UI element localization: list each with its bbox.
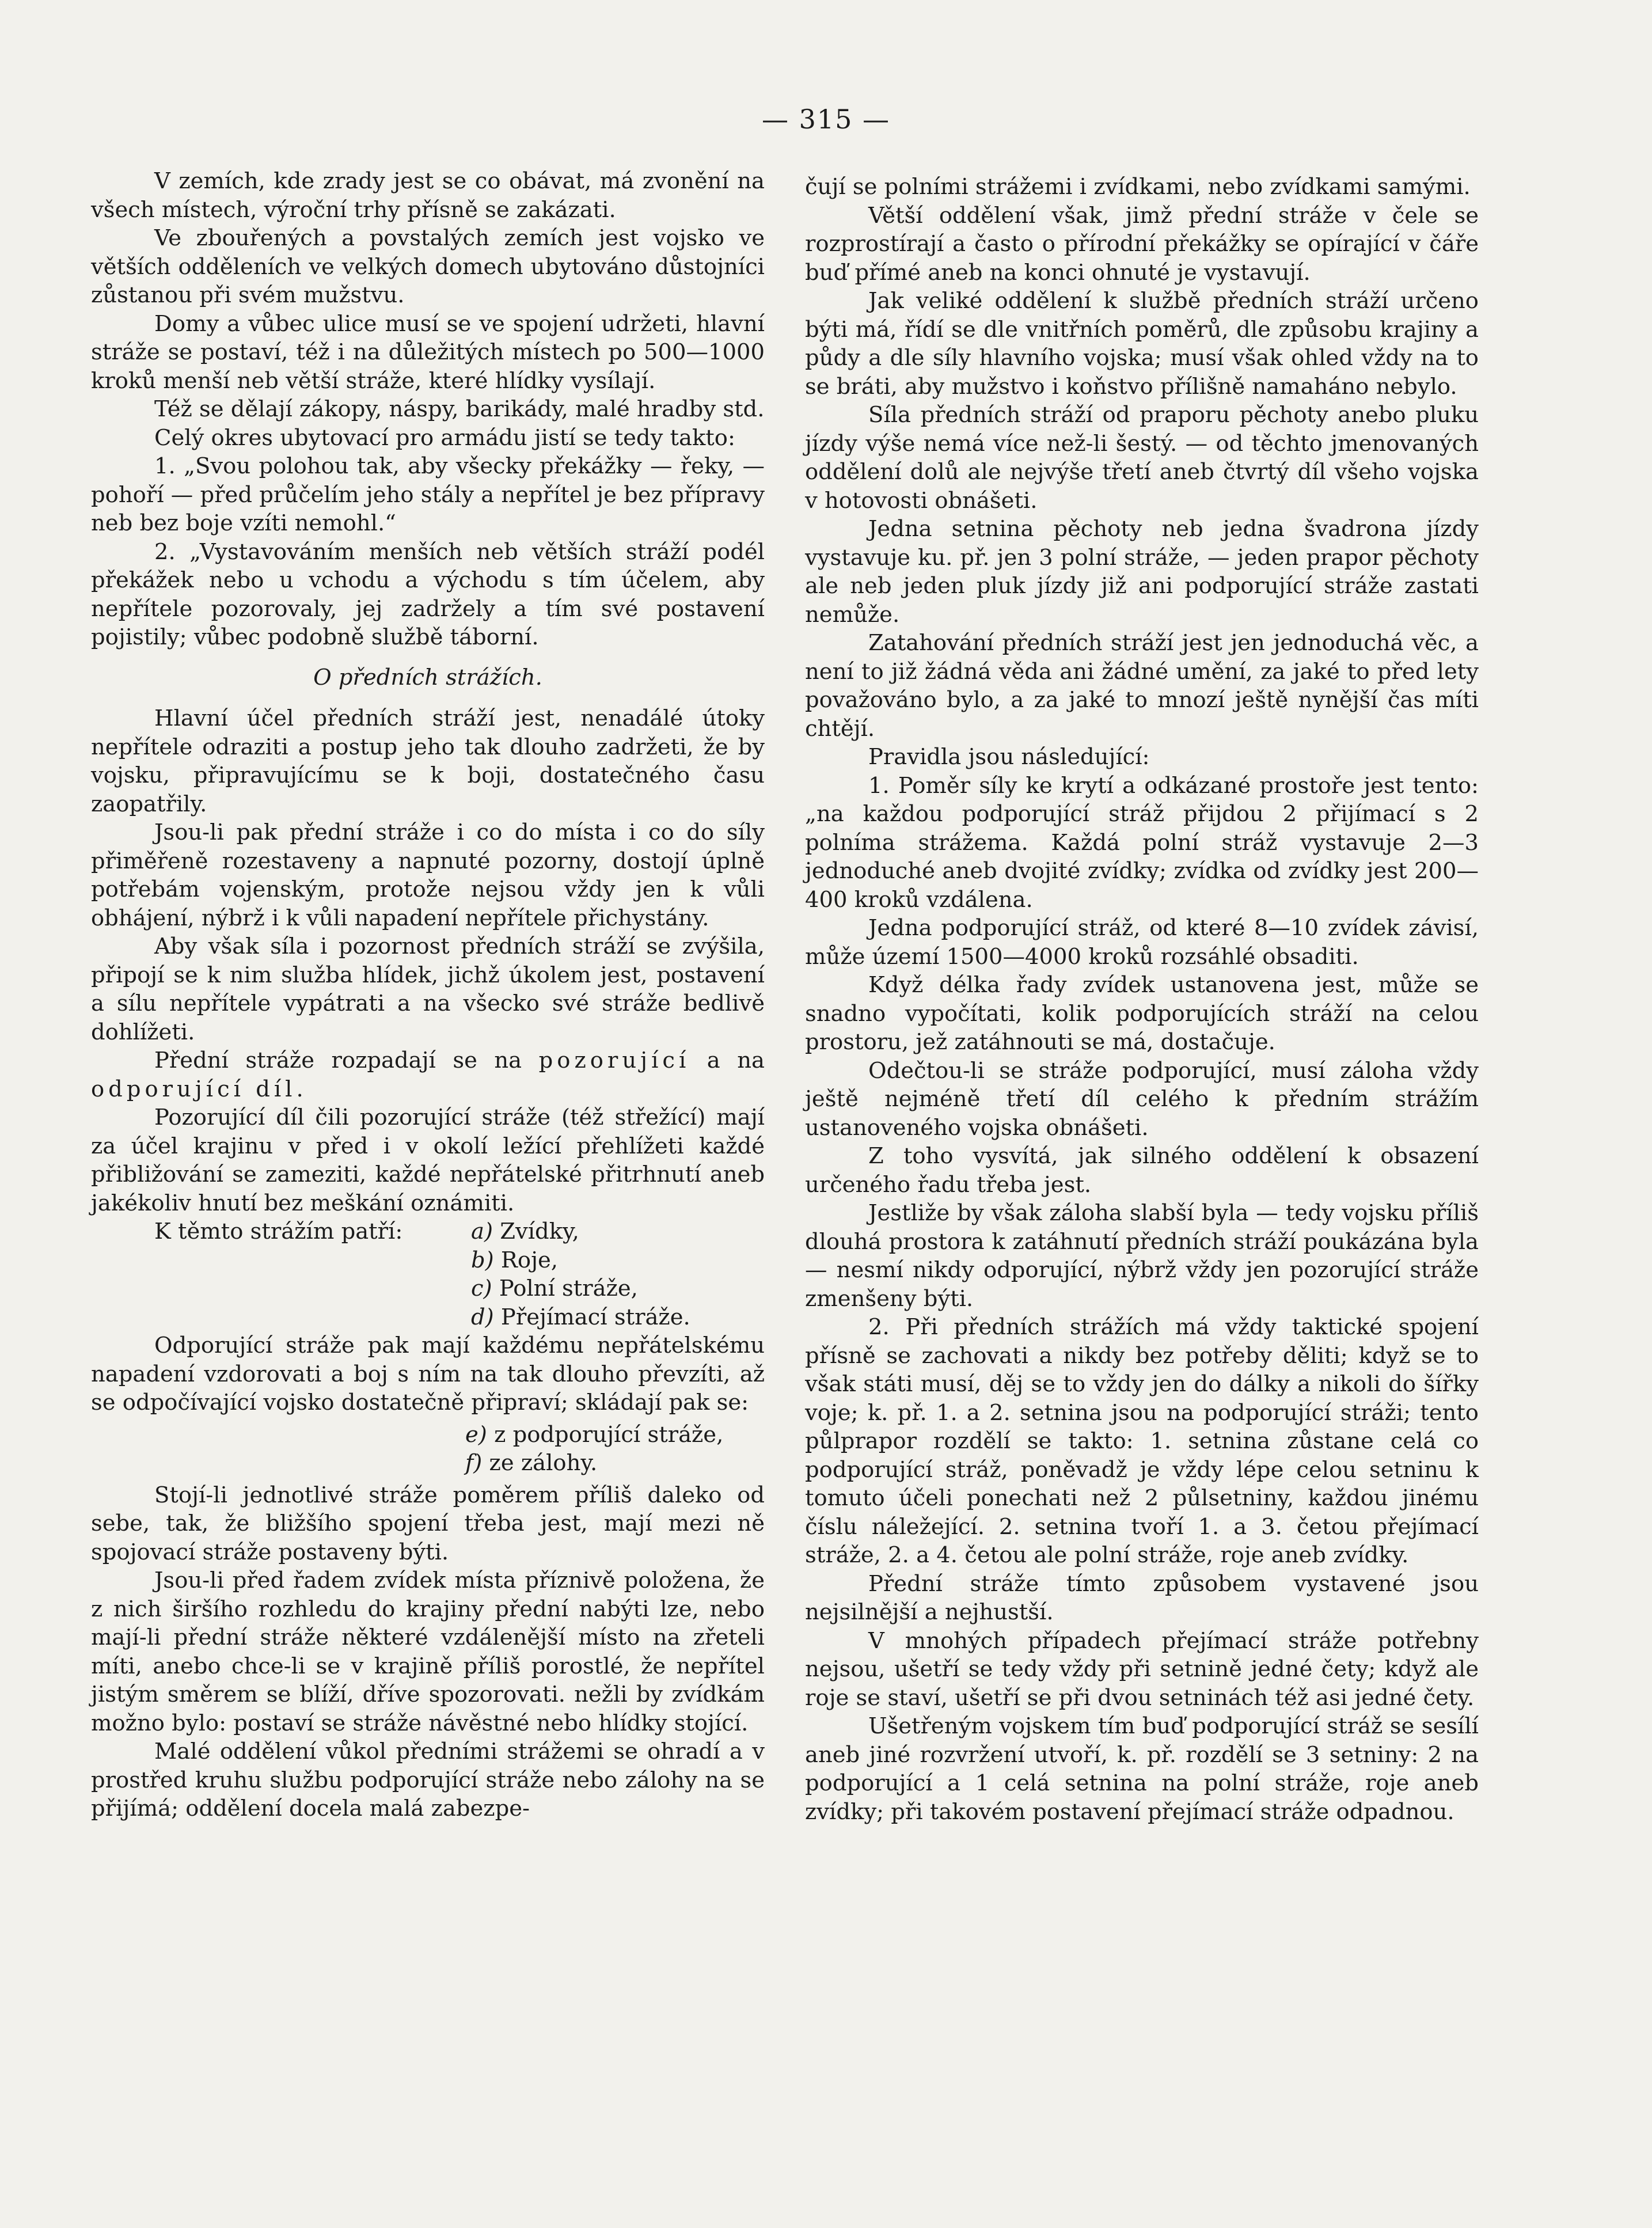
right-column <box>805 173 1479 1826</box>
paragraph: V mnohých případech přejímací stráže potřebny nejsou, ušetří se tedy vždy při setnině jedné čety; když ale roje se staví, ušetří se při dvou setninách též asi jedné čety. <box>805 1627 1479 1711</box>
numbered-paragraph: 2. „Vystavováním menších neb větších stráží podél překážek nebo u vchodu a východu s tím účelem, aby nepřítele pozorovaly, jej zadržely a tím své postavení pojistily; vůbec podobně službě táborní. <box>91 538 765 650</box>
paragraph: Síla předních stráží od praporu pěchoty anebo pluku jízdy výše nemá více než-li šestý. — od těchto jmenovaných oddělení dolů ale nejvýše třetí aneb čtvrtý díl všeho vojska v hotovosti obnášeti. <box>805 402 1479 514</box>
list-text: Přejímací stráže. <box>500 1304 690 1330</box>
paragraph: Přední stráže tímto způsobem vystavené jsou nejsilnější a nejhustší. <box>805 1570 1479 1625</box>
paragraph: Pozorující díl čili pozorující stráže (též střežící) mají za účel krajinu v před i v okolí ležící přehlížeti každé přibližování se zameziti, každé nepřátelské přitrhnutí aneb jakékoliv hnutí bez meškání oznámiti. <box>91 1104 765 1216</box>
paragraph: Jedna podporující stráž, od které 8—10 zvídek závisí, může území 1500—4000 kroků rozsáhlé obsaditi. <box>805 915 1479 970</box>
paragraph: Jsou-li před řadem zvídek místa příznivě položena, že z nich širšího rozhledu do krajiny přední nabýti lze, nebo mají-li přední stráže některé vzdálenější místo na zřeteli míti, anebo chce-li se v krajině příliš porostlé, že nepřítel jistým směrem se blíží, dříve spozorovati. nežli by zvídkám možno bylo: postaví se stráže návěstné nebo hlídky stojící. <box>91 1567 765 1736</box>
section-heading: O předních strážích. <box>313 664 542 690</box>
list-text: Roje, <box>500 1247 559 1273</box>
list-text: Zvídky, <box>500 1219 579 1244</box>
list-letter: c) <box>471 1276 492 1301</box>
paragraph: Stojí-li jednotlivé stráže poměrem příliš daleko od sebe, tak, že bližšího spojení třeba jest, mají mezi ně spojovací stráže postaveny býti. <box>91 1482 765 1565</box>
numbered-paragraph: 1. Poměr síly ke krytí a odkázané prostoře jest tento: „na každou podporující stráž přijdou 2 přijímací s 2 polníma strážema. Každá polní stráž vystavuje 2—3 jednoduché aneb dvojité zvídky; zvídka od zvídky jest 200—400 kroků vzdálena. <box>805 772 1479 913</box>
text-run: a na <box>707 1047 765 1073</box>
list-item <box>91 1303 765 1332</box>
paragraph: Domy a vůbec ulice musí se ve spojení udržeti, hlavní stráže se postaví, též i na důležitých místech po 500—1000 kroků menší neb větší stráže, které hlídky vysílají. <box>91 310 765 394</box>
paragraph: Když délka řady zvídek ustanovena jest, může se snadno vypočítati, kolik podporujících stráží na celou prostoru, jež zatáhnouti se má, dostačuje. <box>805 972 1479 1055</box>
numbered-paragraph: 1. „Svou polohou tak, aby všecky překážky — řeky, — pohoří — před průčelím jeho stály a nepřítel je bez přípravy neb bez boje vzíti nemohl.“ <box>91 453 765 536</box>
text-run: Přední stráže rozpadají se na <box>154 1047 522 1073</box>
paragraph-continued: čují se polními strážemi i zvídkami, nebo zvídkami samými. <box>805 174 1471 200</box>
paragraph: Jedna setnina pěchoty neb jedna švadrona jízdy vystavuje ku. př. jen 3 polní stráže, — jeden prapor pěchoty ale neb jeden pluk jízdy již ani podporující stráže zastati nemůže. <box>805 516 1479 628</box>
paragraph: Z toho vysvítá, jak silného oddělení k obsazení určeného řadu třeba jest. <box>805 1143 1479 1198</box>
paragraph: Ve zbouřených a povstalých zemích jest vojsko ve větších odděleních ve velkých domech ubytováno důstojníci zůstanou při svém mužstvu. <box>91 225 765 308</box>
list-item <box>91 1449 765 1478</box>
list-item <box>91 1274 765 1303</box>
paragraph: Odporující stráže pak mají každému nepřátelskému napadení vzdorovati a boj s ním na tak dlouho převzíti, až se odpočívající vojsko dostatečně připraví; skládají pak se: <box>91 1333 765 1415</box>
paragraph: Jak veliké oddělení k službě předních stráží určeno býti má, řídí se dle vnitřních poměrů, dle způsobu krajiny a půdy a dle síly hlavního vojska; musí však ohled vždy na to se bráti, aby mužstvo i koňstvo přílišně namaháno nebylo. <box>805 288 1479 400</box>
list-item <box>91 1421 765 1449</box>
paragraph: Celý okres ubytovací pro armádu jistí se tedy takto: <box>154 424 735 451</box>
sub-list <box>91 1421 765 1478</box>
paragraph: Zatahování předních stráží jest jen jednoduchá věc, a není to již žádná věda ani žádné umění, za jaké to před lety považováno bylo, a za jaké to mnozí ještě nynější čas míti chtějí. <box>805 630 1479 742</box>
paragraph: V zemích, kde zrady jest se co obávat, má zvonění na všech místech, výroční trhy přísně se zakázati. <box>91 168 765 223</box>
paragraph: Malé oddělení vůkol předními strážemi se ohradí a v prostřed kruhu službu podporující stráže nebo zálohy na se přijímá; oddělení docela malá zabezpe- <box>91 1739 765 1821</box>
emphasized-term: odporující díl. <box>91 1076 307 1102</box>
list-text: ze zálohy. <box>489 1450 598 1476</box>
paragraph <box>91 1046 765 1103</box>
list-letter: b) <box>471 1247 494 1273</box>
paragraph: Hlavní účel předních stráží jest, nenadálé útoky nepřítele odraziti a postup jeho tak dlouho zadržeti, že by vojsku, připravujícímu se k boji, dostatečného času zaopatřily. <box>91 705 765 817</box>
emphasized-term: pozorující <box>538 1047 690 1073</box>
paragraph: Jestliže by však záloha slabší byla — tedy vojsku příliš dlouhá prostora k zatáhnutí předních stráží poukázána byla — nesmí nikdy odporující, nýbrž vždy jen pozorující stráže zmenšeny býti. <box>805 1200 1479 1312</box>
list-text: Polní stráže, <box>499 1276 638 1301</box>
paragraph: Jsou-li pak přední stráže i co do místa i co do síly přiměřeně rozestaveny a napnuté pozorny, dostojí úplně potřebám vojenským, protože nejsou vždy jen k vůli obhájení, nýbrž i k vůli napadení nepřítele přichystány. <box>91 819 765 931</box>
list-letter: a) <box>471 1219 493 1244</box>
paragraph: Též se dělají zákopy, náspy, barikády, malé hradby std. <box>154 396 765 422</box>
list-text: z podporující stráže, <box>494 1421 724 1448</box>
paragraph: Větší oddělení však, jimž přední stráže v čele se rozprostírají a často o přírodní překážky se opírající v čáře buď přímé aneb na konci ohnuté je vystavují. <box>805 202 1479 286</box>
list-letter: e) <box>465 1421 487 1448</box>
list-intro: K těmto strážím patří: <box>154 1219 403 1244</box>
numbered-paragraph: 2. Při předních strážích má vždy taktické spojení přísně se zachovati a nikdy bez potřeby děliti; když se to však státi musí, děj se to vždy jen do dálky a nikoli do šířky voje; k. př. 1. a 2. setnina jsou na podporující stráži; tento půlprapor rozdělí se takto: 1. setnina zůstane celá co podporující stráž, poněvadž je vždy lépe celou setninu k tomuto účeli ponechati než 2 půlsetniny, každou jinému číslu náležející. 2. setnina tvoří 1. a 3. četou přejímací stráže, 2. a 4. četou ale polní stráže, roje aneb zvídky. <box>805 1314 1479 1568</box>
list-letter: d) <box>471 1304 494 1330</box>
list-item <box>91 1246 765 1275</box>
page-number: — 315 — <box>761 104 891 135</box>
paragraph: Ušetřeným vojskem tím buď podporující stráž se sesílí aneb jiné rozvržení utvoří, k. př. rozdělí se 3 setniny: 2 na podporující a 1 celá setnina na polní stráže, roje aneb zvídky; při takovém postavení přejímací stráže odpadnou. <box>805 1713 1479 1825</box>
left-column <box>91 167 765 1823</box>
list-letter: f) <box>465 1450 483 1476</box>
paragraph: Aby však síla i pozornost předních stráží se zvýšila, připojí se k nim služba hlídek, jichž úkolem jest, postavení a sílu nepřítele vypátrati a na všecko své stráže bedlivě dohlížeti. <box>91 933 765 1045</box>
paragraph: Odečtou-li se stráže podporující, musí záloha vždy ještě nejméně třetí díl celého k předním strážím ustanoveného vojska obnášeti. <box>805 1057 1479 1141</box>
paragraph: Pravidla jsou následující: <box>868 744 1150 770</box>
